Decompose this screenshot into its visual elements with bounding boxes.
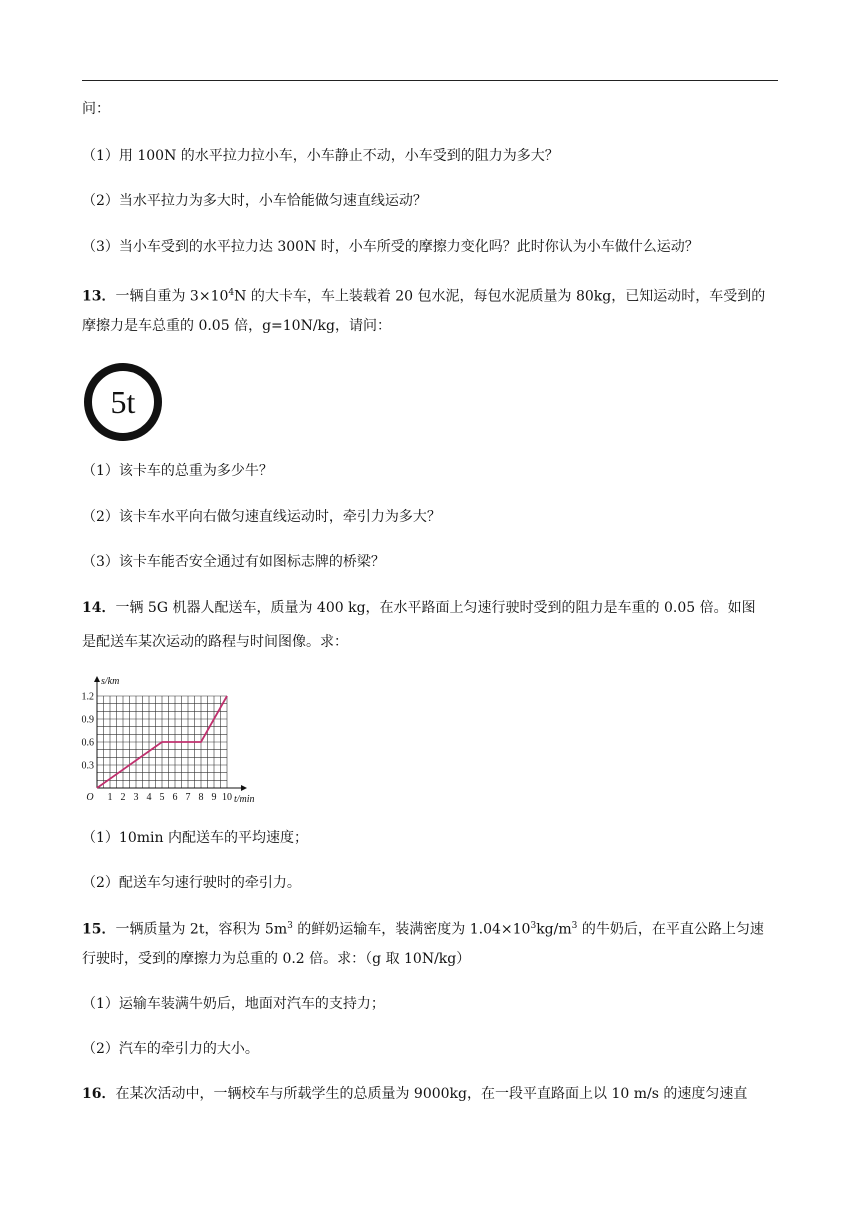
q15-number: 15． xyxy=(82,921,116,938)
x-tick-label: 5 xyxy=(159,792,165,803)
x-tick-label: 10 xyxy=(222,792,232,803)
q15-sub1: （1）运输车装满牛奶后，地面对汽车的支持力； xyxy=(82,996,385,1012)
x-tick-label: 1 xyxy=(107,792,113,803)
header-rule xyxy=(82,80,778,81)
q12-sub1: （1）用 100N 的水平拉力拉小车，小车静止不动，小车受到的阻力为多大？ xyxy=(82,148,559,164)
x-tick-label: 6 xyxy=(172,792,178,803)
y-tick-label: 0.3 xyxy=(81,760,94,772)
q14-line2: 是配送车某次运动的路程与时间图像。求： xyxy=(82,634,348,650)
origin-label: O xyxy=(86,792,94,803)
q12-sub3: （3）当小车受到的水平拉力达 300N 时，小车所受的摩擦力变化吗？此时你认为小车做什么运动？ xyxy=(82,239,699,255)
q14-sub2: （2）配送车匀速行驶时的牵引力。 xyxy=(82,875,301,891)
q14-number: 14． xyxy=(82,600,116,616)
x-tick-label: 2 xyxy=(120,792,126,803)
x-tick-label: 7 xyxy=(185,792,191,803)
q13-sub1: （1）该卡车的总重为多少牛？ xyxy=(82,463,273,479)
q13-line1: 13．一辆自重为 $3\times 10^4N$ 的大卡车，车上装载着 20 包水泥，每包水泥质量为 80kg，已知运动时，车受到的 xyxy=(82,288,766,305)
y-axis-arrow xyxy=(94,676,100,682)
q13-line2: 摩擦力是车总重的 0.05 倍，g=10N/kg，请问： xyxy=(82,318,391,334)
q13-sub3: （3）该卡车能否安全通过有如图标志牌的桥梁？ xyxy=(82,554,385,570)
q13-sub2: （2）该卡车水平向右做匀速直线运动时，牵引力为多大？ xyxy=(82,509,441,525)
y-tick-label: 1.2 xyxy=(81,691,94,703)
question-tail: 问： xyxy=(82,101,110,117)
weight-limit-sign xyxy=(83,362,163,442)
x-tick-label: 9 xyxy=(211,792,217,803)
x-axis-arrow xyxy=(241,785,247,791)
q15-line1: 15．一辆质量为 2t，容积为 $5m^3$ 的鲜奶运输车，装满密度为 $1.04\times 10^3kg/m^3$ 的牛奶后，在平直公路上匀速 xyxy=(82,921,764,938)
y-axis-label: s/km xyxy=(101,676,120,687)
q16-number: 16． xyxy=(82,1086,116,1102)
q13-number: 13． xyxy=(82,288,116,305)
q14-line1: 14．一辆 5G 机器人配送车，质量为 400 kg，在水平路面上匀速行驶时受到的阻力是车重的 0.05 倍。如图 xyxy=(82,600,756,616)
sign-text: 5t xyxy=(110,384,136,420)
q15-sub2: （2）汽车的牵引力的大小。 xyxy=(82,1041,259,1057)
q12-sub2: （2）当水平拉力为多大时，小车恰能做匀速直线运动？ xyxy=(82,193,427,209)
y-tick-label: 0.6 xyxy=(81,737,94,749)
x-tick-label: 3 xyxy=(133,792,139,803)
y-tick-label: 0.9 xyxy=(81,714,94,726)
x-tick-label: 4 xyxy=(146,792,152,803)
x-axis-label: t/min xyxy=(234,794,255,805)
x-tick-label: 8 xyxy=(198,792,204,803)
q14-sub1: （1）10min 内配送车的平均速度； xyxy=(82,830,308,846)
q16-line1: 16．在某次活动中，一辆校车与所载学生的总质量为 9000kg，在一段平直路面上以 10 m/s 的速度匀速直 xyxy=(82,1086,748,1102)
q15-line2: 行驶时，受到的摩擦力为总重的 0.2 倍。求：（g 取 10N/kg） xyxy=(82,951,471,967)
distance-time-graph xyxy=(80,670,270,810)
